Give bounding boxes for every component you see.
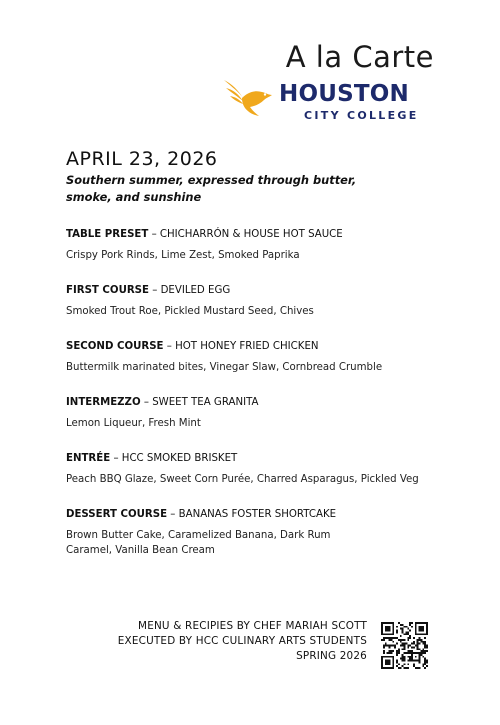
course-description: Brown Butter Cake, Caramelized Banana, Dark Rum Caramel, Vanilla Bean Cream	[66, 530, 331, 556]
logo-name: HOUSTON	[279, 81, 409, 107]
course-description: Crispy Pork Rinds, Lime Zest, Smoked Paprika	[66, 250, 300, 261]
course-first	[66, 284, 456, 319]
course-separator: –	[148, 229, 160, 240]
course-category: TABLE PRESET	[66, 229, 149, 240]
course-description: Smoked Trout Roe, Pickled Mustard Seed, Chives	[66, 306, 314, 317]
course-separator: –	[110, 453, 122, 464]
course-intermezzo	[66, 396, 456, 431]
event-date: APRIL 23, 2026	[66, 148, 218, 170]
course-category: FIRST COURSE	[66, 285, 149, 296]
college-logo	[222, 76, 434, 124]
course-heading	[66, 228, 456, 242]
course-heading	[66, 340, 456, 354]
course-heading	[66, 452, 456, 466]
course-description: Lemon Liqueur, Fresh Mint	[66, 418, 201, 429]
course-category: SECOND COURSE	[66, 341, 164, 352]
course-dish: HOT HONEY FRIED CHICKEN	[175, 341, 319, 352]
credit-students: EXECUTED BY HCC CULINARY ARTS STUDENTS	[117, 635, 367, 647]
course-separator: –	[140, 397, 153, 408]
course-dish: BANANAS FOSTER SHORTCAKE	[178, 509, 337, 520]
course-category: DESSERT COURSE	[66, 509, 168, 520]
course-category: INTERMEZZO	[66, 397, 141, 408]
course-heading	[66, 508, 376, 522]
course-table-preset	[66, 228, 456, 263]
course-dish: SWEET TEA GRANITA	[152, 397, 259, 408]
eagle-icon	[222, 76, 274, 120]
course-entree	[66, 452, 456, 487]
course-description: Buttermilk marinated bites, Vinegar Slaw, Cornbread Crumble	[66, 362, 383, 373]
course-heading	[66, 396, 456, 410]
course-dish: HCC SMOKED BRISKET	[121, 453, 238, 464]
qr-code-icon	[381, 622, 428, 669]
credit-chef: MENU & RECIPIES BY CHEF MARIAH SCOTT	[138, 620, 367, 632]
course-separator: –	[167, 509, 179, 520]
course-heading	[66, 284, 456, 298]
menu-tagline: Southern summer, expressed through butter, smoke, and sunshine	[66, 173, 357, 204]
credit-term: SPRING 2026	[296, 650, 367, 662]
course-separator: –	[163, 341, 176, 352]
course-description: Peach BBQ Glaze, Sweet Corn Purée, Charred Asparagus, Pickled Veg	[66, 474, 419, 485]
course-dish: DEVILED EGG	[160, 285, 231, 296]
course-separator: –	[148, 285, 161, 296]
menu-credits	[118, 619, 367, 664]
logo-subtitle: CITY COLLEGE	[304, 109, 419, 122]
course-dessert	[66, 508, 376, 558]
page-title: A la Carte	[285, 40, 434, 74]
course-category: ENTRÉE	[66, 453, 111, 464]
course-dish: CHICHARRÓN & HOUSE HOT SAUCE	[159, 229, 343, 240]
course-second	[66, 340, 456, 375]
